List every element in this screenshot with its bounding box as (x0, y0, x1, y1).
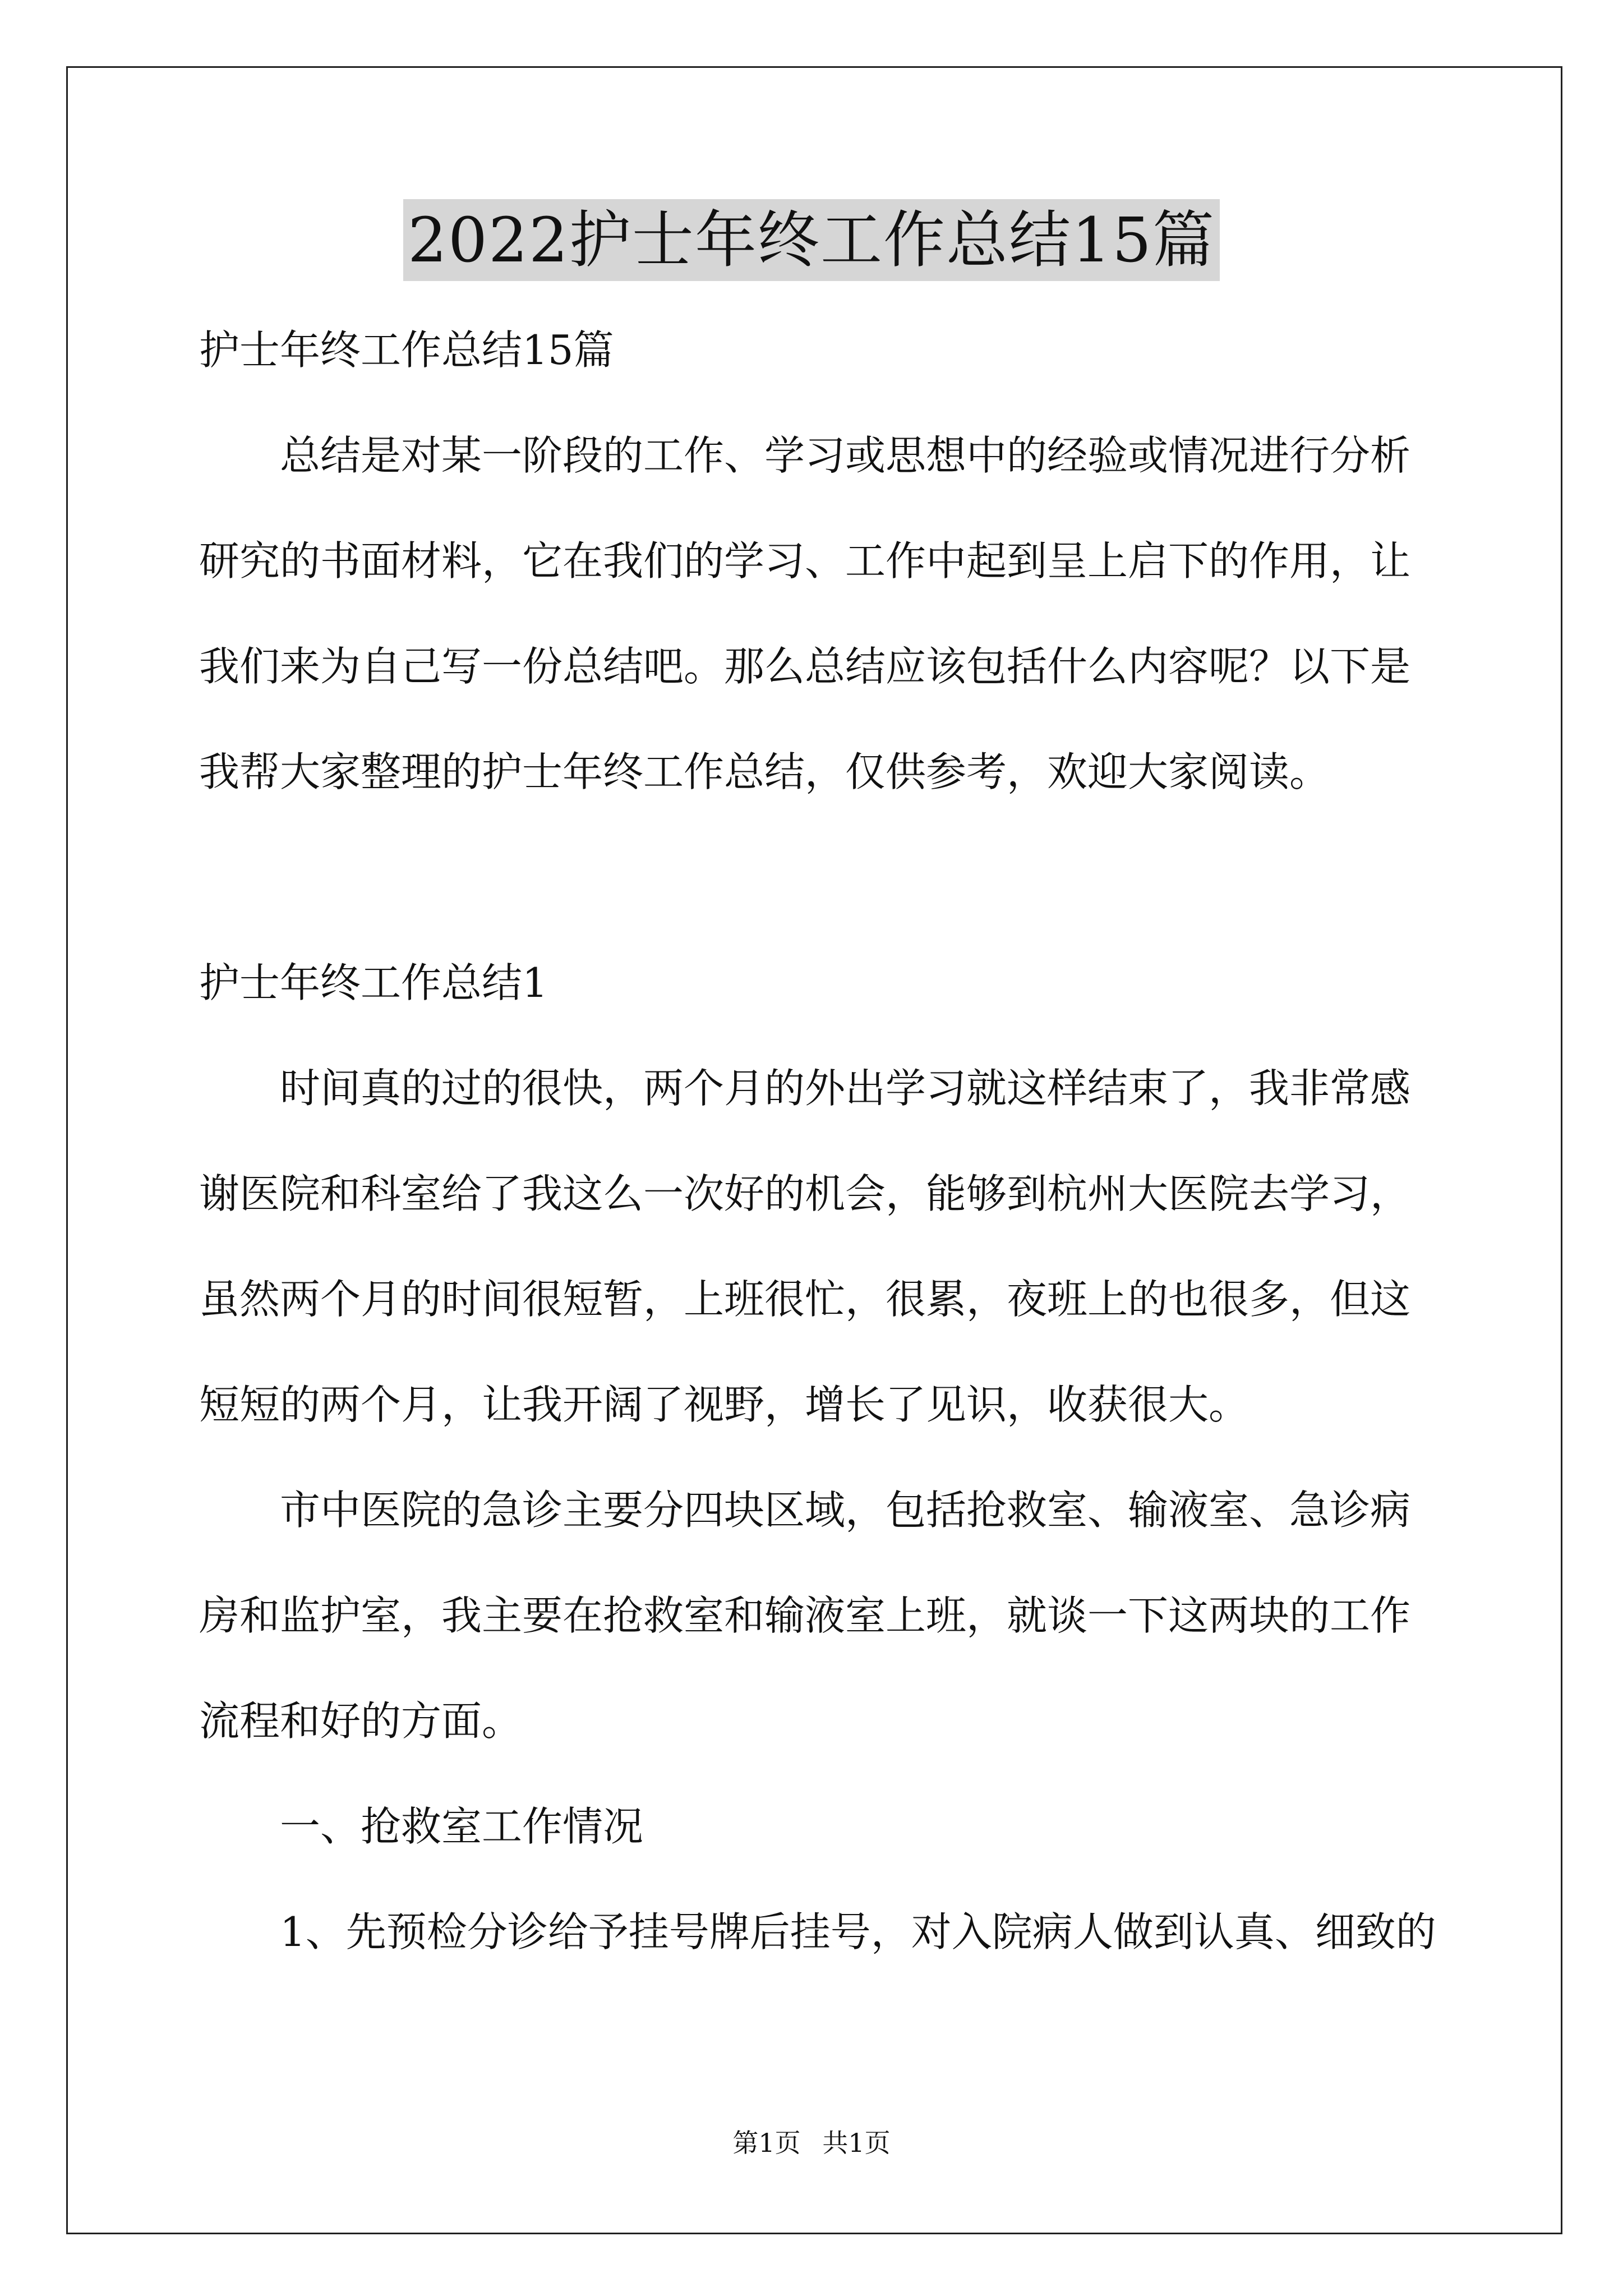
spacer (199, 825, 1433, 930)
body-line: 流程和好的方面。 (199, 1697, 523, 1745)
body-line: 我帮大家整理的护士年终工作总结，仅供参考，欢迎大家阅读。 (199, 748, 1330, 795)
body-line: 谢医院和科室给了我这么一次好的机会，能够到杭州大医院去学习， (199, 1170, 1411, 1217)
document-title: 2022护士年终工作总结15篇 (403, 199, 1220, 281)
title-container (0, 199, 1623, 281)
body-line: 市中医院的急诊主要分四块区域，包括抢救室、输液室、急诊病 (280, 1487, 1411, 1534)
document-body (199, 297, 1436, 1985)
page-footer (0, 2126, 1623, 2160)
body-line: 虽然两个月的时间很短暂，上班很忙，很累，夜班上的也很多，但这 (199, 1276, 1411, 1323)
page-number-current: 第1页 (732, 2128, 801, 2158)
subsection-heading: 一、抢救室工作情况 (280, 1803, 644, 1850)
section-heading: 护士年终工作总结1 (199, 959, 548, 1006)
body-line: 1、先预检分诊给予挂号牌后挂号，对入院病人做到认真、细致的 (280, 1908, 1436, 1955)
body-line: 研究的书面材料，它在我们的学习、工作中起到呈上启下的作用，让 (199, 537, 1411, 585)
body-line: 短短的两个月，让我开阔了视野，增长了见识，收获很大。 (199, 1381, 1249, 1428)
body-line: 我们来为自己写一份总结吧。那么总结应该包括什么内容呢？以下是 (199, 643, 1411, 690)
body-line: 时间真的过的很快，两个月的外出学习就这样结束了，我非常感 (280, 1065, 1411, 1112)
body-line: 房和监护室，我主要在抢救室和输液室上班，就谈一下这两块的工作 (199, 1592, 1411, 1639)
subtitle-line: 护士年终工作总结15篇 (199, 326, 614, 374)
page-number-total: 共1页 (822, 2128, 891, 2158)
body-line: 总结是对某一阶段的工作、学习或思想中的经验或情况进行分析 (280, 432, 1411, 479)
